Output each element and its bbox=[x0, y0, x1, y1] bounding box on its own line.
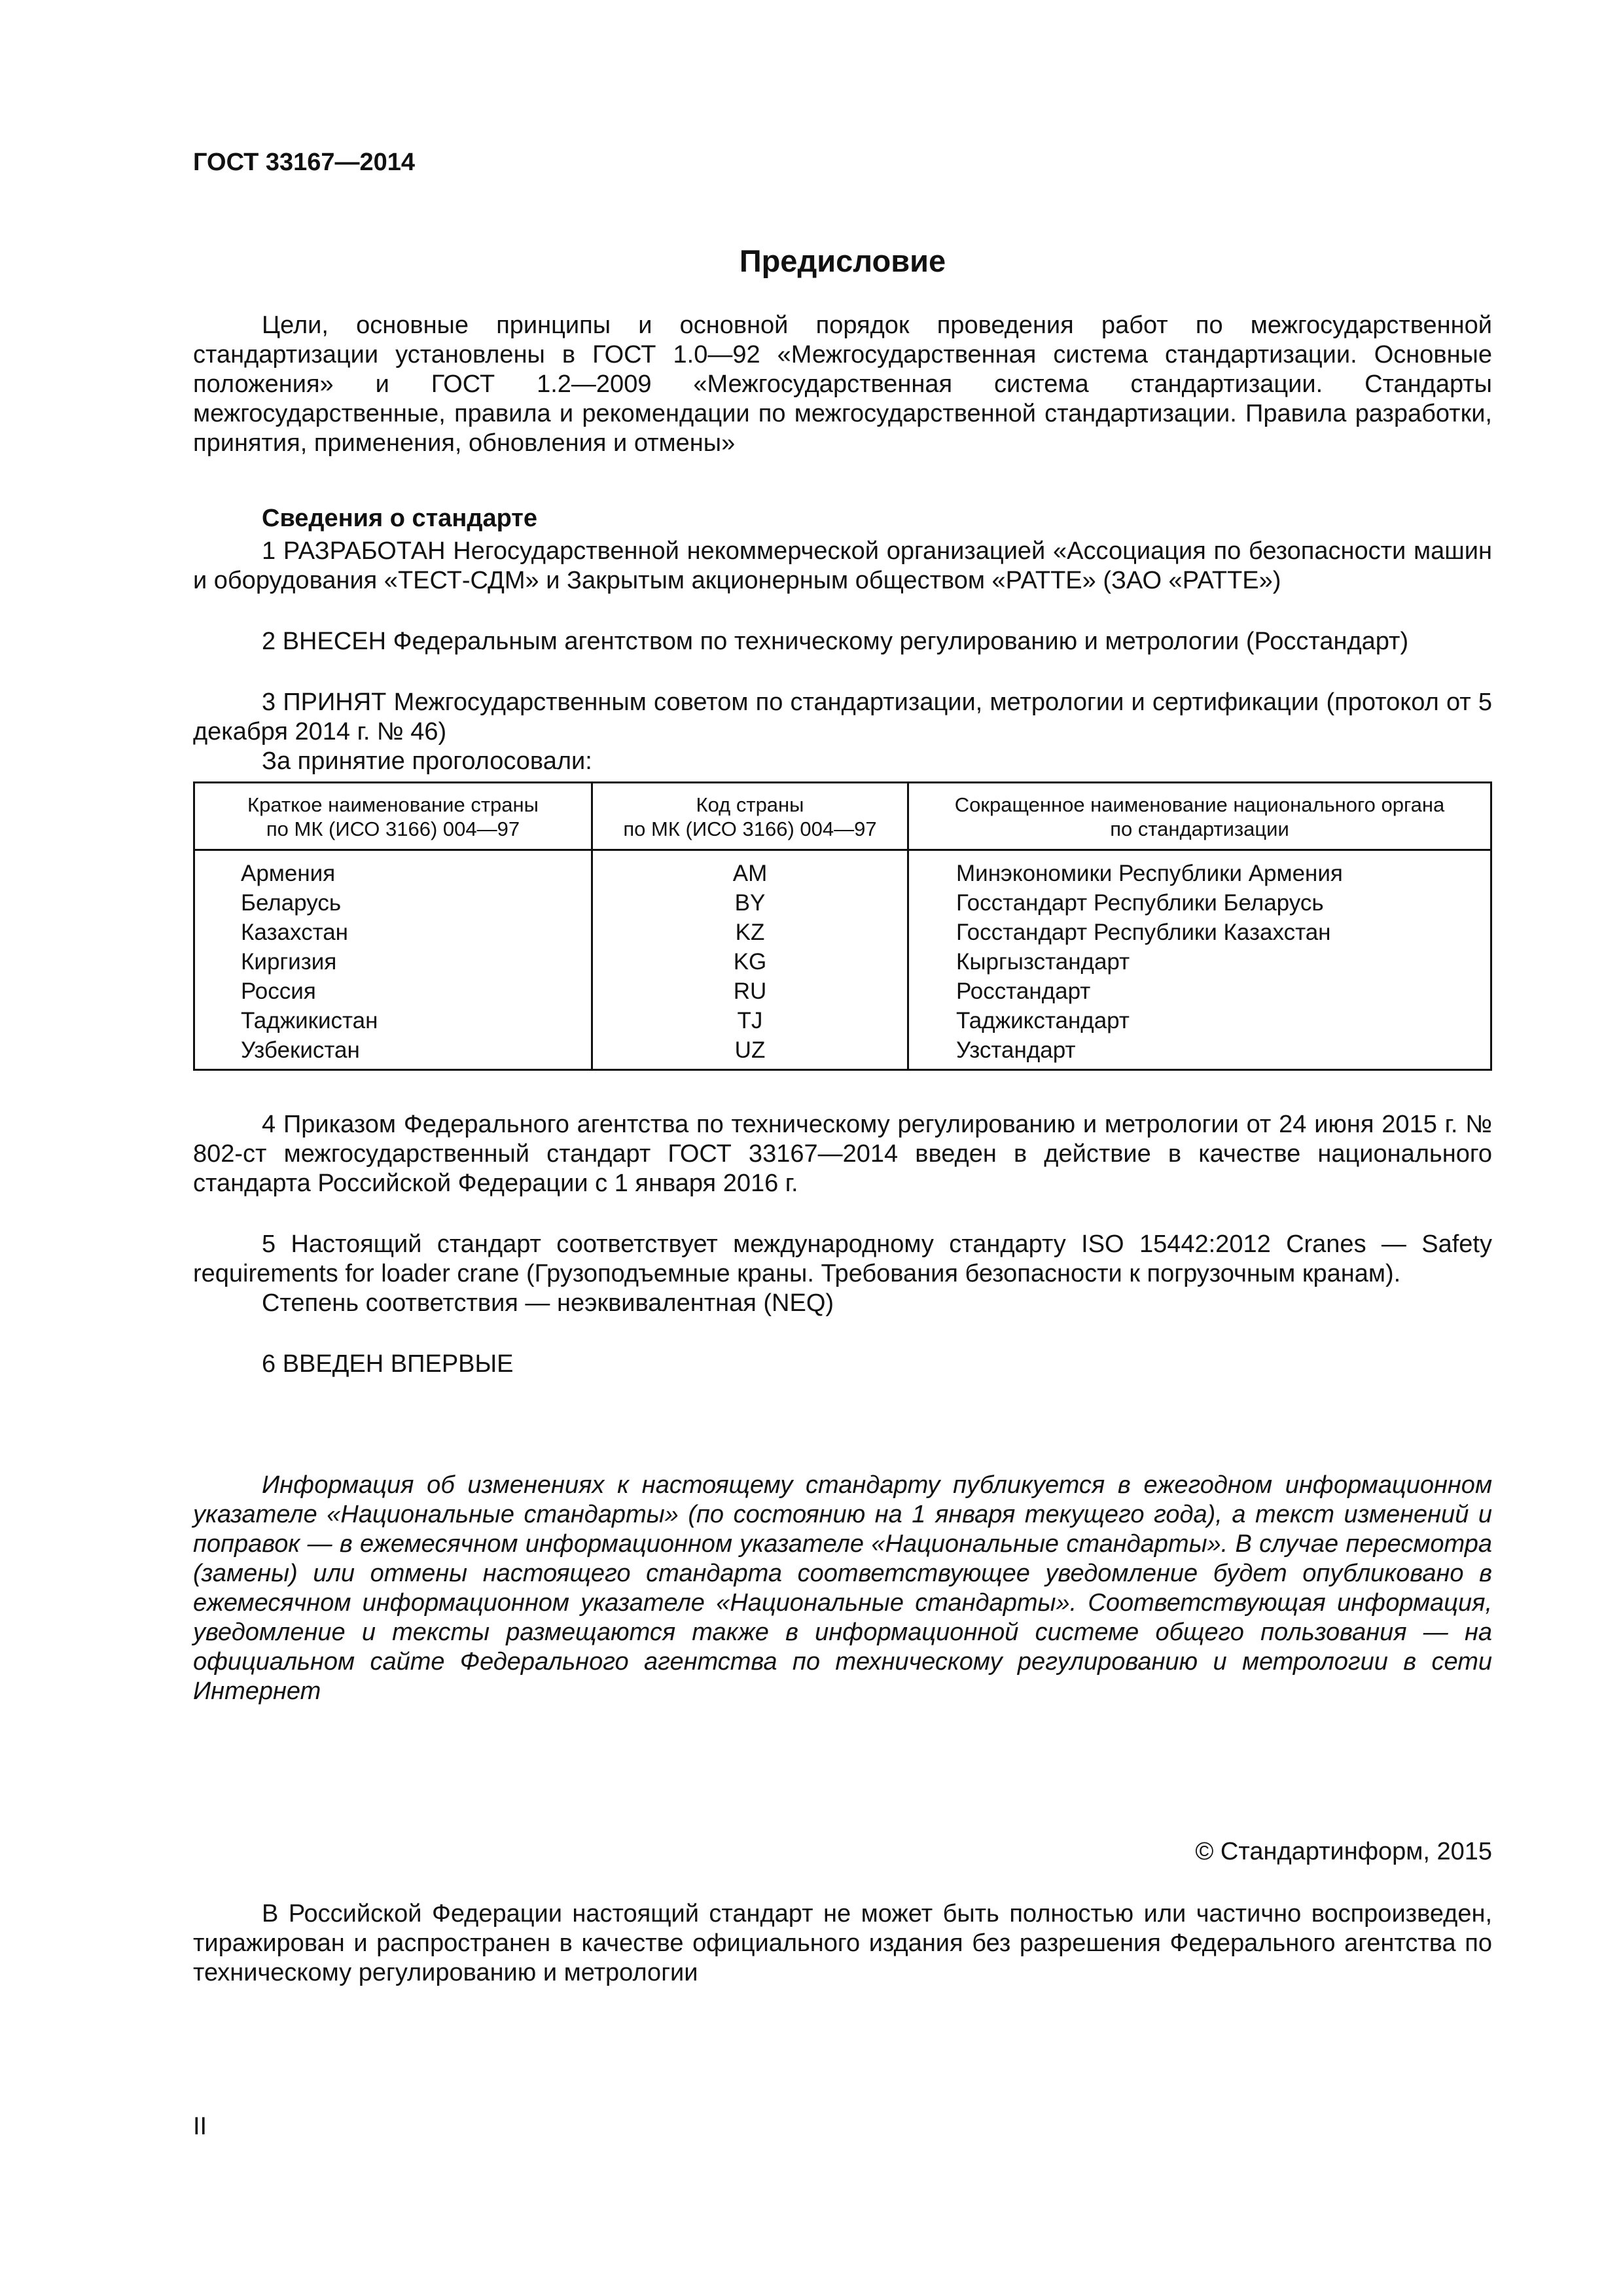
copyright-line: © Стандартинформ, 2015 bbox=[1195, 1838, 1492, 1865]
page-number: II bbox=[193, 2113, 207, 2140]
page-content bbox=[193, 148, 1492, 1988]
table-row bbox=[195, 947, 1490, 977]
cell-country: Таджикистан bbox=[241, 1008, 378, 1033]
header-country-name: Краткое наименование страны по МК (ИСО 3166) 004—97 bbox=[195, 783, 592, 850]
cell-body: Таджикстандарт bbox=[908, 1006, 1491, 1035]
cell-country: Узбекистан bbox=[241, 1037, 360, 1063]
item-2-introduced: 2 ВНЕСЕН Федеральным агентством по техническому регулированию и метрологии (Росстандарт) bbox=[262, 628, 1409, 655]
cell-body: Росстандарт bbox=[908, 977, 1491, 1006]
cell-body: Узстандарт bbox=[908, 1035, 1491, 1069]
table-header-row bbox=[195, 783, 1490, 850]
item-5-correspondence: 5 Настоящий стандарт соответствует международному стандарту ISO 15442:2012 Cranes — Safety requirements for loader crane (Грузоподъемные краны. Требования безопасности к погрузочным кранам). bbox=[193, 1230, 1492, 1287]
cell-body: Минэкономики Республики Армения bbox=[908, 850, 1491, 889]
cell-code: KZ bbox=[592, 918, 908, 947]
cell-code: UZ bbox=[592, 1035, 908, 1069]
table-row bbox=[195, 1035, 1490, 1069]
table-row bbox=[195, 850, 1490, 889]
item-1-developed: 1 РАЗРАБОТАН Негосударственной некоммерческой организацией «Ассоциация по безопасности машин и оборудования «ТЕСТ-СДМ» и Закрытым акционерным обществом «РАТТЕ» (ЗАО «РАТТЕ») bbox=[193, 537, 1492, 594]
cell-code: AM bbox=[592, 850, 908, 889]
reproduction-notice: В Российской Федерации настоящий стандарт не может быть полностью или частично воспроизведен, тиражирован и распространен в качестве официального издания без разрешения Федерального агентства по техническому регулированию и метрологии bbox=[193, 1900, 1492, 1986]
cell-country: Казахстан bbox=[241, 920, 349, 945]
cell-code: BY bbox=[592, 888, 908, 918]
intro-paragraph: Цели, основные принципы и основной порядок проведения работ по межгосударственной стандартизации установлены в ГОСТ 1.0—92 «Межгосударственная система стандартизации. Основные положения» и ГОСТ 1.2—2009 «Межгосударственная система стандартизации. Стандарты межгосударственные, правила и рекомендации по межгосударственной стандартизации. Правила разработки, принятия, применения, обновления и отмены» bbox=[193, 312, 1492, 457]
cell-country: Киргизия bbox=[241, 949, 337, 975]
table-row bbox=[195, 918, 1490, 947]
page-title: Предисловие bbox=[739, 243, 946, 278]
table-row bbox=[195, 977, 1490, 1006]
document-code: ГОСТ 33167—2014 bbox=[193, 149, 416, 176]
cell-country: Армения bbox=[241, 861, 336, 886]
item-5-degree: Степень соответствия — неэквивалентная (NEQ) bbox=[262, 1289, 834, 1317]
header-national-body: Сокращенное наименование национального органа по стандартизации bbox=[908, 783, 1491, 850]
cell-country: Россия bbox=[241, 978, 316, 1004]
cell-country: Беларусь bbox=[241, 890, 342, 916]
item-3-vote-label: За принятие проголосовали: bbox=[262, 747, 592, 775]
cell-body: Госстандарт Республики Беларусь bbox=[908, 888, 1491, 918]
item-4-order: 4 Приказом Федерального агентства по техническому регулированию и метрологии от 24 июня 2015 г. № 802-ст межгосударственный стандарт ГОСТ 33167—2014 введен в действие в качестве национального стандарта Российской Федерации с 1 января 2016 г. bbox=[193, 1111, 1492, 1197]
section-heading: Сведения о стандарте bbox=[262, 505, 538, 532]
cell-code: RU bbox=[592, 977, 908, 1006]
table-row bbox=[195, 1006, 1490, 1035]
table-row bbox=[195, 888, 1490, 918]
voting-table bbox=[193, 781, 1492, 1071]
cell-code: TJ bbox=[592, 1006, 908, 1035]
cell-code: KG bbox=[592, 947, 908, 977]
voting-table-grid bbox=[195, 783, 1490, 1069]
amendments-info: Информация об изменениях к настоящему стандарту публикуется в ежегодном информационном указателе «Национальные стандарты» (по состоянию на 1 января текущего года), а текст изменений и поправок — в ежемесячном информационном указателе «Национальные стандарты». В случае пересмотра (замены) или отмены настоящего стандарта соответствующее уведомление будет опубликовано в ежемесячном информационном указателе «Национальные стандарты». Соответствующая информация, уведомление и тексты размещаются также в информационной системе общего пользования — на официальном сайте Федерального агентства по техническому регулированию и метрологии в сети Интернет bbox=[193, 1471, 1492, 1705]
header-country-code: Код страны по МК (ИСО 3166) 004—97 bbox=[592, 783, 908, 850]
cell-body: Госстандарт Республики Казахстан bbox=[908, 918, 1491, 947]
cell-body: Кыргызстандарт bbox=[908, 947, 1491, 977]
item-3-adopted: 3 ПРИНЯТ Межгосударственным советом по стандартизации, метрологии и сертификации (протокол от 5 декабря 2014 г. № 46) bbox=[193, 689, 1492, 745]
item-6-first-introduced: 6 ВВЕДЕН ВПЕРВЫЕ bbox=[262, 1350, 514, 1378]
